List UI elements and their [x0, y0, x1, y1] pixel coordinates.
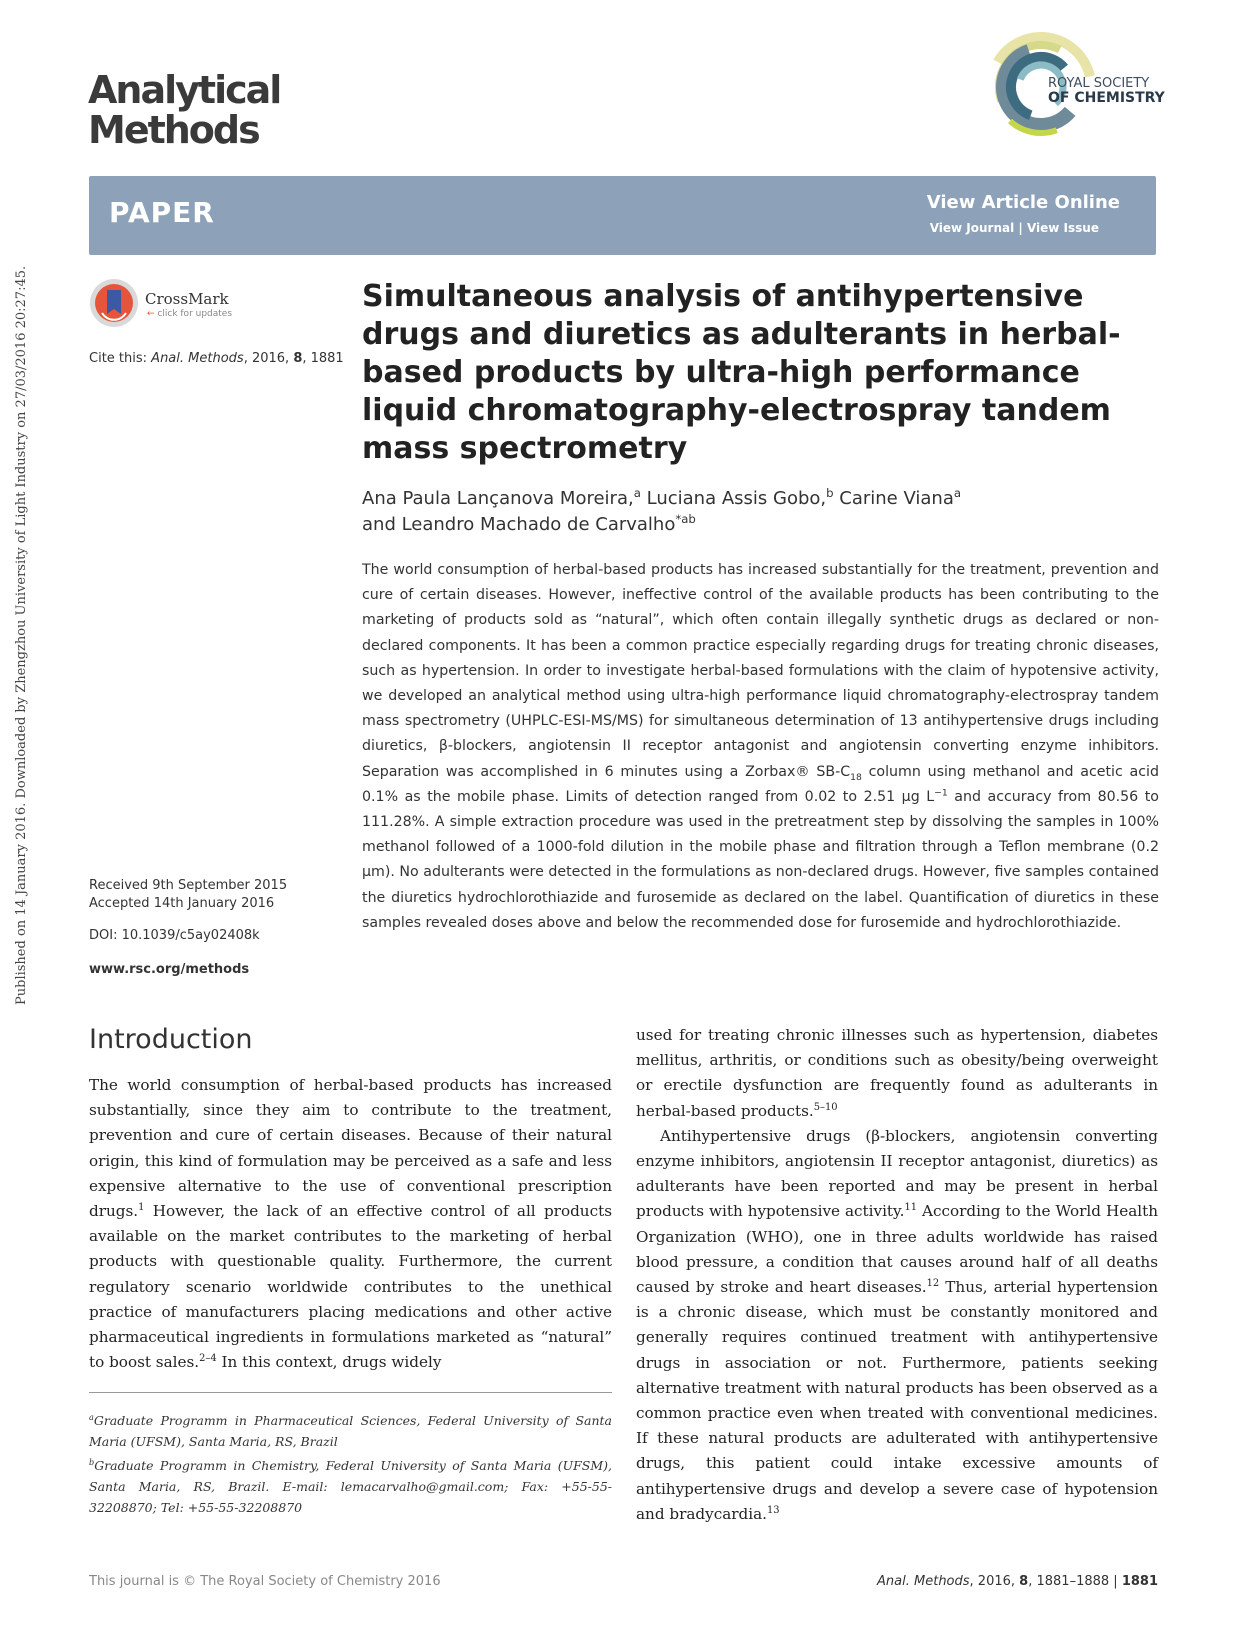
reference-mark[interactable]: 5–10 — [813, 1101, 838, 1113]
intro-text: However, the lack of an effective control of all products available on the market contributes to the marketing of herbal products with questionable quality. Furthermore, the current regulatory scenario worldwide contributes to the unethical practice of manufacturers placing medications and other active pharmaceutical ingredients in formulations marketed as “natural” to boost sales. — [89, 1202, 612, 1372]
copyright-footer: This journal is © The Royal Society of Chemistry 2016 — [89, 1574, 441, 1589]
intro-text: Thus, arterial hypertension is a chronic disease, which must be constantly monitored and generally requires continued treatment with antihypertensive drugs in association or not. Furthermore, patients seeking alternative treatment with natural products has been observed as a common practice even when treated with conventional medicines. If these natural products are adulterated with antihypertensive drugs, this patient could intake excessive amounts of antihypertensive drugs and develop a severe case of hypotension and bradycardia. — [636, 1278, 1159, 1523]
footer-separator: | — [1109, 1574, 1122, 1589]
section-heading: Introduction — [89, 1024, 253, 1055]
intro-text: used for treating chronic illnesses such as hypertension, diabetes mellitus, arthritis, or conditions such as obesity/being overweight or erectile dysfunction are frequently found as adulterants in herbal-based products. — [636, 1026, 1158, 1120]
rsc-line1: ROYAL SOCIETY — [1048, 76, 1150, 91]
link-separator: | — [1018, 221, 1023, 235]
arrow-left-icon: ← — [147, 309, 155, 319]
footer-pages: , 1881–1888 — [1028, 1574, 1110, 1589]
reference-mark[interactable]: 12 — [926, 1277, 940, 1289]
author-1-affil: a — [633, 486, 641, 500]
view-article-online-link[interactable]: View Article Online — [926, 192, 1120, 213]
reference-mark[interactable]: 2–4 — [199, 1353, 217, 1365]
footnote-divider — [89, 1392, 612, 1393]
crossmark-sub-text: click for updates — [157, 309, 233, 319]
intro-text: The world consumption of herbal-based products has increased substantially, since they aim to contribute to the treatment, prevention and cure of certain diseases. Because of their natural origin, this kind of formulation may be perceived as a safe and less expensive alternative to the use of conventional prescription drugs. — [89, 1076, 612, 1221]
doi[interactable]: DOI: 10.1039/c5ay02408k — [89, 928, 260, 943]
reference-mark[interactable]: 1 — [138, 1201, 145, 1213]
footnote-mark: a — [89, 1411, 94, 1422]
rsc-line2: OF CHEMISTRY — [1048, 90, 1165, 106]
journal-logo-line2: Methods — [88, 108, 259, 152]
footer-volume: 8 — [1019, 1574, 1029, 1589]
author-1: Ana Paula Lançanova Moreira, — [362, 488, 634, 509]
banner-links — [930, 221, 1099, 235]
paragraph — [636, 1124, 1158, 1527]
paragraph — [636, 1023, 1158, 1124]
cite-volume: 8 — [293, 351, 303, 366]
intro-text: In this context, drugs widely — [216, 1353, 442, 1372]
reference-mark[interactable]: 13 — [767, 1504, 780, 1516]
footnotes — [89, 1410, 612, 1521]
journal-logo[interactable] — [88, 70, 280, 150]
cite-year: , 2016, — [243, 351, 294, 366]
abstract-subscript: 18 — [850, 771, 862, 783]
accepted-date: Accepted 14th January 2016 — [89, 896, 275, 911]
view-issue-link[interactable]: View Issue — [1026, 221, 1099, 235]
rsc-logo-text — [1048, 76, 1165, 106]
author-2: Luciana Assis Gobo, — [640, 488, 827, 509]
author-list — [362, 486, 1162, 538]
author-4: and Leandro Machado de Carvalho — [362, 514, 676, 535]
article-meta — [89, 877, 329, 979]
view-journal-link[interactable]: View Journal — [929, 221, 1015, 235]
cite-prefix: Cite this: — [89, 351, 148, 366]
page-footer — [877, 1574, 1158, 1589]
abstract-superscript: −1 — [934, 787, 948, 799]
intro-text: According to the World Health Organization (WHO), one in three adults worldwide has raised blood pressure, a condition that causes around half of all deaths caused by stroke and heart diseases. — [636, 1202, 1158, 1297]
article-title: Simultaneous analysis of antihypertensive drugs and diuretics as adulterants in herbal-based products by ultra-high performance liquid chromatography-electrospray tandem mass spectrometry — [362, 279, 1121, 466]
cite-journal: Anal. Methods — [151, 351, 244, 366]
abstract-part3: and accuracy from 80.56 to 111.28%. A simple extraction procedure was used in the pretreatment step by dissolving the samples in 100% methanol followed of a 1000-fold dilution in the mobile phase and filtration through a Teflon membrane (0.2 μm). No adulterants were detected in the formulations as non-declared drugs. However, five samples contained the diuretics hydrochlorothiazide and furosemide as declared on the label. Quantification of diuretics in these samples revealed doses above and below the recommended dose for furosemide and hydrochlorothiazide. — [362, 788, 1159, 931]
article-type-label: PAPER — [109, 196, 215, 229]
author-2-affil: b — [826, 486, 834, 500]
footnote-a — [89, 1410, 612, 1452]
author-3: Carine Viana — [833, 488, 954, 509]
crossmark-label[interactable]: CrossMark — [145, 290, 229, 308]
author-4-affil: *ab — [675, 512, 696, 526]
body-column-right — [636, 1023, 1158, 1527]
footnote-mark: b — [89, 1456, 95, 1467]
footnote-text: Graduate Programm in Pharmaceutical Sciences, Federal University of Santa Maria (UFSM), Santa Maria, RS, Brazil — [89, 1413, 612, 1449]
author-3-affil: a — [953, 486, 962, 500]
download-watermark: Published on 14 January 2016. Downloaded by Zhengzhou University of Light Industry on 27/03/2016 20:27:45. — [14, 265, 29, 1005]
reference-mark[interactable]: 11 — [904, 1202, 918, 1214]
footer-year: , 2016, — [969, 1574, 1020, 1589]
footnote-b — [89, 1455, 612, 1518]
footnote-text: Graduate Programm in Chemistry, Federal University of Santa Maria (UFSM), Santa Maria, RS, Brazil. E-mail: lemacarvalho@gmail.com; Fax: +55-55-32208870; Tel: +55-55-32208870 — [89, 1458, 612, 1515]
citation — [89, 351, 344, 366]
journal-url-link[interactable]: www.rsc.org/methods — [89, 962, 250, 977]
article-banner — [89, 176, 1156, 255]
abstract — [362, 558, 1159, 936]
abstract-part1: The world consumption of herbal-based products has increased substantially for the treatment, prevention and cure of certain diseases. However, ineffective control of the available products has been contributing to the marketing of products sold as “natural”, which often contain illegally synthetic drugs as declared or non-declared components. It has been a common practice especially regarding drugs for treating chronic diseases, such as hypertension. In order to investigate herbal-based formulations with the claim of hypotensive activity, we developed an analytical method using ultra-high performance liquid chromatography-electrospray tandem mass spectrometry (UHPLC-ESI-MS/MS) for simultaneous determination of 13 antihypertensive drugs including diuretics, β-blockers, angiotensin II receptor antagonist and angiotensin converting enzyme inhibitors. Separation was accomplished in 6 minutes using a Zorbax® SB-C — [362, 562, 1159, 780]
cite-page: , 1881 — [302, 351, 344, 366]
body-column-left — [89, 1073, 612, 1375]
crossmark-sub[interactable] — [147, 309, 232, 319]
received-date: Received 9th September 2015 — [89, 878, 288, 893]
journal-logo-line1: Analytical — [88, 68, 281, 112]
intro-text: Antihypertensive drugs (β-blockers, angiotensin converting enzyme inhibitors, angiotensin II receptor antagonist, diuretics) as adulterants have been reported and may be present in herbal products with hypotensive activity. — [636, 1126, 1158, 1221]
footer-journal: Anal. Methods — [877, 1574, 970, 1589]
abstract-part2: column using methanol and acetic acid 0.1% as the mobile phase. Limits of detection ranged from 0.02 to 2.51 μg L — [362, 763, 1159, 805]
page-number: 1881 — [1121, 1574, 1158, 1589]
